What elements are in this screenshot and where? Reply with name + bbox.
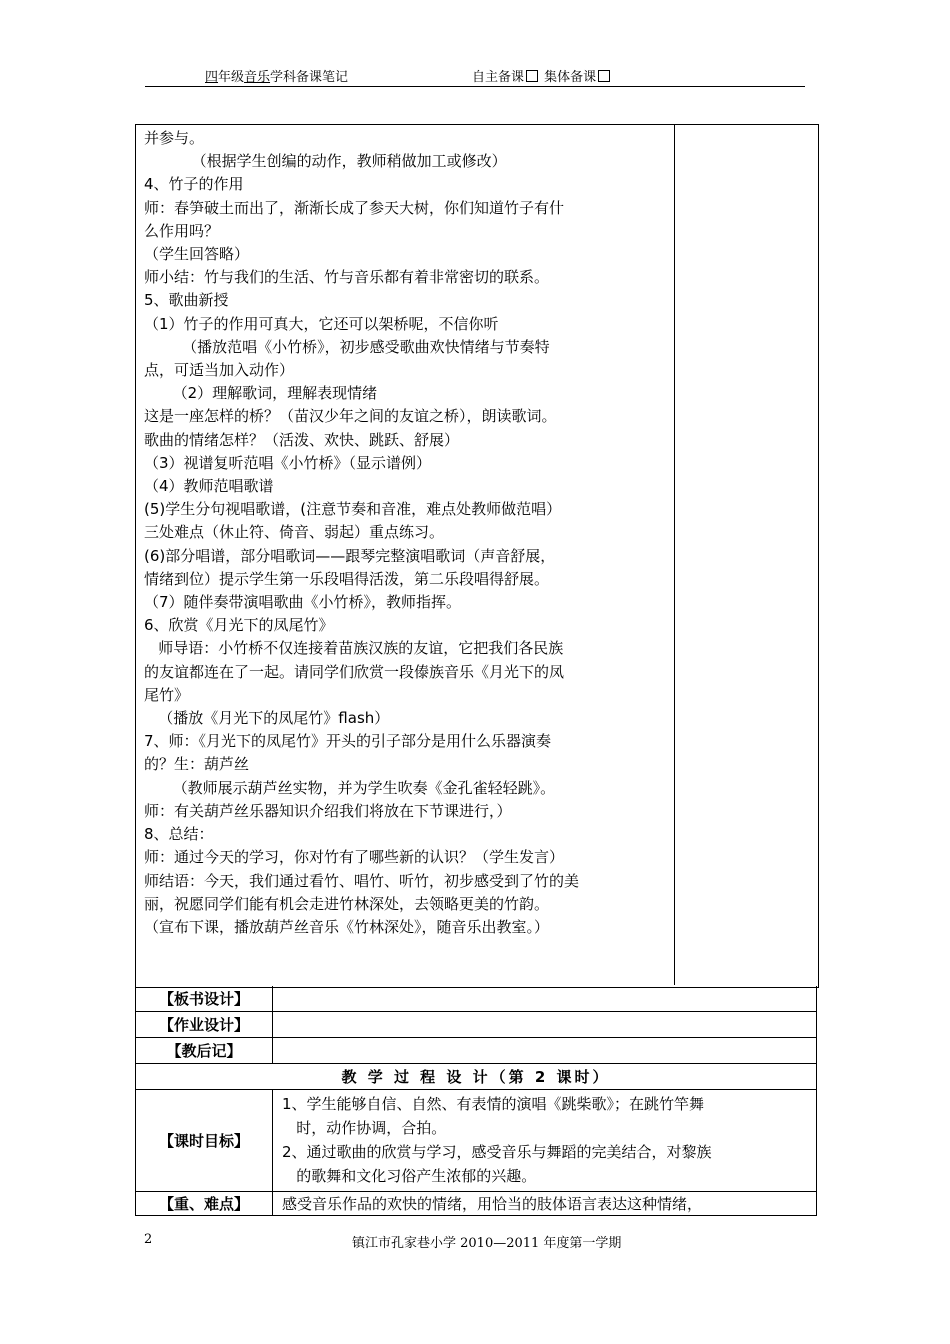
key-points-text: 感受音乐作品的欢快的情绪，用恰当的肢体语言表达这种情绪， [282, 1195, 703, 1213]
lesson-line: 三处难点（休止符、倚音、弱起）重点练习。 [144, 523, 445, 542]
lesson-line: (6)部分唱谱，部分唱歌词——跟琴完整演唱歌词（声音舒展， [144, 546, 556, 565]
lesson-line: 师小结：竹与我们的生活、竹与音乐都有着非常密切的联系。 [144, 268, 550, 287]
lesson-line: （教师展示葫芦丝实物，并为学生吹奏《金孔雀轻轻跳》。 [144, 778, 556, 797]
goals-row [135, 1090, 817, 1192]
lesson-line: （根据学生创编的动作，教师稍做加工或修改） [144, 152, 507, 171]
lesson-line: (5)学生分句视唱歌谱，(注意节奏和音准，难点处教师做范唱） [144, 500, 562, 519]
lesson-line: 师：春笋破土而出了，渐渐长成了参天大树，你们知道竹子有什 [144, 198, 565, 217]
option-self-label: 自主备课 [472, 70, 525, 85]
goal-line: 2、通过歌曲的欣赏与学习，感受音乐与舞蹈的完美结合，对黎族 [282, 1143, 712, 1161]
lesson-line: 点，可适当加入动作） [144, 361, 295, 380]
lesson-line: 师导语：小竹桥不仅连接着苗族汉族的友谊，它把我们各民族 [144, 639, 564, 658]
board-design-row [135, 986, 817, 1012]
goals-text [274, 1090, 816, 1191]
subject-suffix: 学科备课笔记 [270, 70, 349, 85]
reflection-row [135, 1038, 817, 1064]
lesson-line: 并参与。 [144, 129, 205, 147]
homework-label: 【作业设计】 [136, 1012, 273, 1037]
goal-line: 时，动作协调，合拍。 [282, 1119, 447, 1137]
lesson-line: 师：通过今天的学习，你对竹有了哪些新的认识？（学生发言） [144, 848, 565, 867]
homework-row [135, 1012, 817, 1038]
goal-line: 1、学生能够自信、自然、有表情的演唱《跳柴歌》；在跳竹竿舞 [282, 1095, 705, 1113]
lesson-line: 7、师：《月光下的凤尾竹》开头的引子部分是用什么乐器演奏 [144, 732, 552, 751]
board-design-label: 【板书设计】 [136, 986, 273, 1011]
page-header [145, 60, 805, 87]
board-design-value [274, 986, 816, 1011]
lesson-line: 6、欣赏《月光下的凤尾竹》 [144, 616, 334, 635]
lesson-line: 么作用吗？ [144, 221, 220, 240]
process-title: 教 学 过 程 设 计（第 2 课时） [341, 1068, 611, 1086]
reflection-value [274, 1038, 816, 1063]
key-points-label: 【重、难点】 [136, 1192, 273, 1215]
notes-cell [676, 125, 818, 985]
lesson-line: 尾竹》 [144, 685, 190, 704]
lesson-line: 8、总结： [144, 825, 214, 844]
lesson-line: 5、歌曲新授 [144, 291, 229, 310]
lesson-line: 丽，祝愿同学们能有机会走进竹林深处，去领略更美的竹韵。 [144, 894, 550, 913]
checkbox-group[interactable] [598, 70, 610, 82]
lesson-line: 歌曲的情绪怎样？（活泼、欢快、跳跃、舒展） [144, 430, 460, 449]
goal-line: 的歌舞和文化习俗产生浓郁的兴趣。 [282, 1167, 537, 1185]
lesson-table [135, 124, 819, 988]
lesson-line: （1）竹子的作用可真大，它还可以架桥呢，不信你听 [144, 314, 499, 333]
lesson-line: 的友谊都连在了一起。请同学们欣赏一段傣族音乐《月光下的凤 [144, 662, 565, 681]
grade-suffix: 年级 [218, 70, 245, 85]
process-title-row [135, 1064, 817, 1090]
option-group-label: 集体备课 [544, 70, 597, 85]
lesson-line: （2）理解歌词，理解表现情绪 [144, 384, 378, 403]
lesson-text [136, 125, 674, 941]
lesson-line: （7）随伴奏带演唱歌曲《小竹桥》，教师指挥。 [144, 593, 462, 612]
key-points-row [135, 1192, 817, 1216]
header-title [205, 66, 348, 85]
lesson-line: （播放范唱《小竹桥》，初步感受歌曲欢快情绪与节奏特 [144, 337, 550, 356]
page-number: 2 [144, 1232, 153, 1247]
lesson-content-cell [136, 125, 675, 985]
lesson-line: （4）教师范唱歌谱 [144, 477, 274, 496]
lesson-line: 情绪到位）提示学生第一乐段唱得活泼，第二乐段唱得舒展。 [144, 569, 550, 588]
lesson-line: 师：有关葫芦丝乐器知识介绍我们将放在下节课进行，） [144, 801, 512, 820]
lesson-line: 这是一座怎样的桥？（苗汉少年之间的友谊之桥），朗读歌词。 [144, 407, 557, 426]
subject: 音乐 [244, 70, 271, 85]
goals-label: 【课时目标】 [136, 1090, 273, 1191]
grade: 四 [205, 70, 219, 85]
homework-value [274, 1012, 816, 1037]
lesson-line: （学生回答略） [144, 245, 250, 264]
lesson-line: （宣布下课，播放葫芦丝音乐《竹林深处》，随音乐出教室。） [144, 917, 550, 936]
lesson-line: （播放《月光下的凤尾竹》flash） [144, 709, 390, 728]
school-term: 镇江市孔家巷小学 2010—2011 年度第一学期 [352, 1236, 622, 1251]
lesson-line: （3）视谱复听范唱《小竹桥》（显示谱例） [144, 453, 432, 472]
lesson-line: 4、竹子的作用 [144, 175, 244, 194]
prep-options [472, 66, 612, 85]
lesson-line: 师结语：今天，我们通过看竹、唱竹、听竹，初步感受到了竹的美 [144, 871, 580, 890]
lesson-line: 的？生：葫芦丝 [144, 755, 250, 774]
checkbox-self[interactable] [526, 70, 538, 82]
reflection-label: 【教后记】 [136, 1038, 273, 1063]
